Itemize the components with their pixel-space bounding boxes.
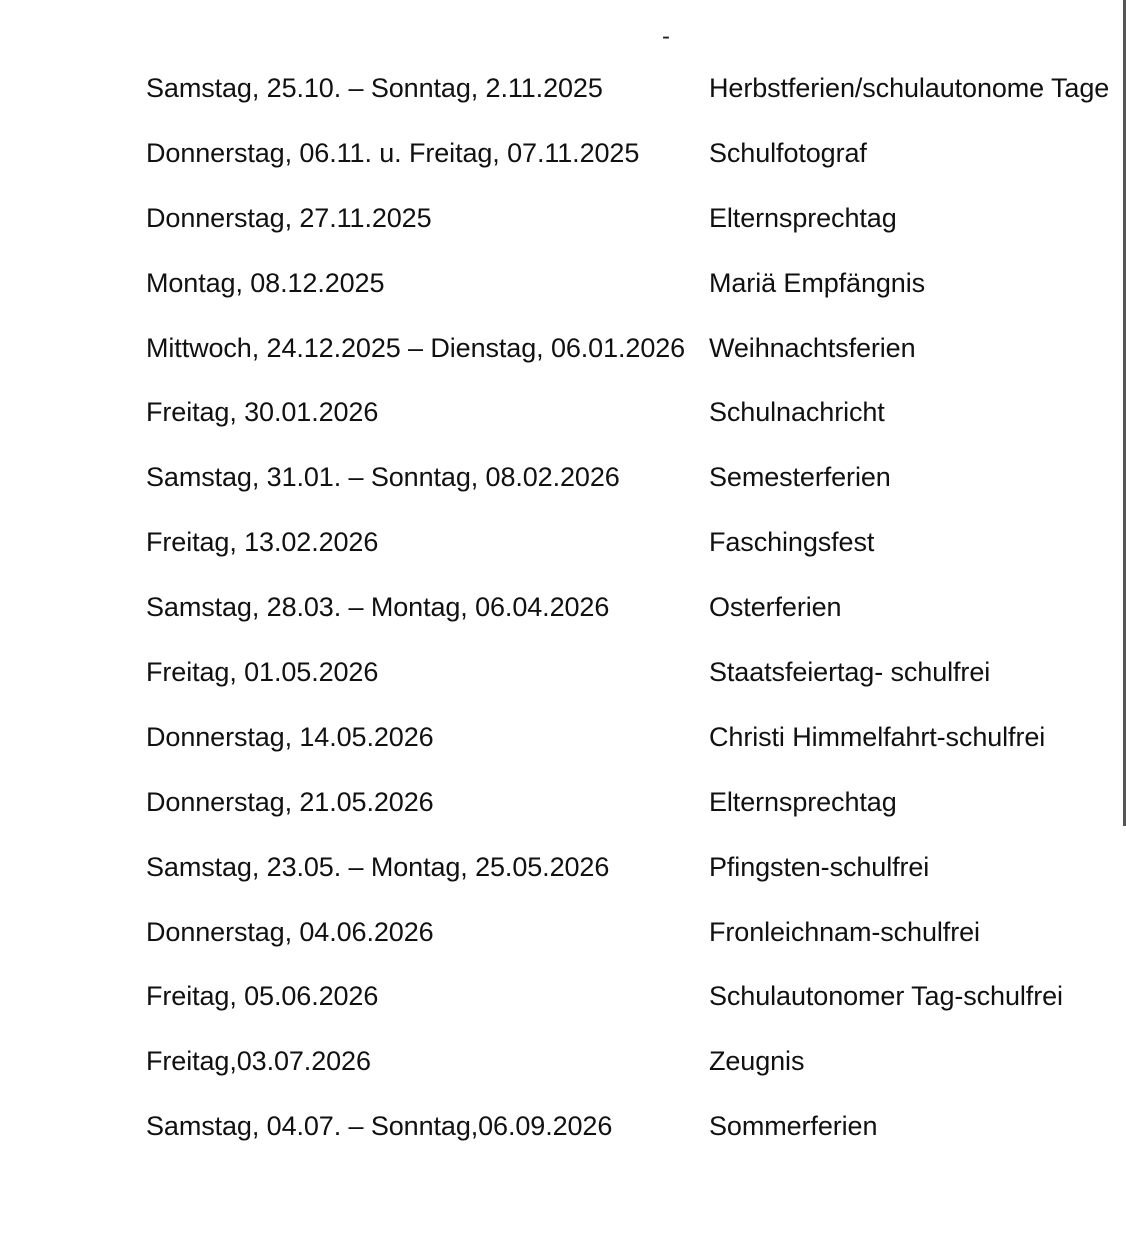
calendar-row (146, 847, 1126, 912)
calendar-event: Semesterferien (709, 462, 891, 493)
calendar-date: Samstag, 04.07. – Sonntag,06.09.2026 (146, 1111, 613, 1142)
school-calendar-list (146, 68, 1126, 1171)
calendar-event: Weihnachtsferien (709, 332, 916, 363)
calendar-row (146, 263, 1126, 328)
calendar-event: Zeugnis (709, 1046, 805, 1077)
calendar-date: Samstag, 23.05. – Montag, 25.05.2026 (146, 851, 610, 882)
calendar-row (146, 1041, 1126, 1106)
calendar-date: Donnerstag, 14.05.2026 (146, 721, 434, 752)
calendar-event: Faschingsfest (709, 527, 875, 558)
calendar-date: Donnerstag, 21.05.2026 (146, 786, 434, 817)
calendar-event: Schulautonomer Tag-schulfrei (709, 981, 1063, 1012)
calendar-date: Freitag,03.07.2026 (146, 1046, 371, 1077)
calendar-row (146, 328, 1126, 393)
calendar-row (146, 912, 1126, 977)
calendar-row (146, 782, 1126, 847)
calendar-event: Herbstferien/schulautonome Tage (709, 73, 1110, 103)
calendar-date: Samstag, 28.03. – Montag, 06.04.2026 (146, 592, 610, 623)
calendar-event: Schulnachricht (709, 397, 885, 428)
calendar-event: Osterferien (709, 592, 842, 623)
calendar-date: Freitag, 13.02.2026 (146, 527, 379, 558)
calendar-date: Freitag, 01.05.2026 (146, 657, 379, 688)
calendar-date: Freitag, 30.01.2026 (146, 397, 379, 428)
calendar-row (146, 717, 1126, 782)
calendar-date: Samstag, 31.01. – Sonntag, 08.02.2026 (146, 462, 620, 493)
calendar-event: Sommerferien (709, 1111, 878, 1142)
calendar-event: Mariä Empfängnis (709, 267, 925, 298)
calendar-event: Schulfotograf (709, 137, 867, 168)
calendar-date: Donnerstag, 04.06.2026 (146, 916, 434, 947)
calendar-event: Staatsfeiertag- schulfrei (709, 657, 991, 688)
calendar-row (146, 68, 1126, 133)
calendar-row (146, 198, 1126, 263)
calendar-row (146, 652, 1126, 717)
calendar-row (146, 133, 1126, 198)
calendar-event: Elternsprechtag (709, 786, 897, 817)
calendar-row (146, 976, 1126, 1041)
calendar-date: Donnerstag, 06.11. u. Freitag, 07.11.2025 (146, 137, 640, 168)
calendar-row (146, 522, 1126, 587)
calendar-row (146, 457, 1126, 522)
calendar-event: Fronleichnam-schulfrei (709, 916, 980, 947)
calendar-date: Montag, 08.12.2025 (146, 267, 385, 298)
calendar-date: Freitag, 05.06.2026 (146, 981, 379, 1012)
calendar-row (146, 587, 1126, 652)
calendar-date: Mittwoch, 24.12.2025 – Dienstag, 06.01.2026 (146, 332, 686, 363)
calendar-row (146, 392, 1126, 457)
calendar-date: Samstag, 25.10. – Sonntag, 2.11.2025 (146, 73, 603, 103)
calendar-event: Pfingsten-schulfrei (709, 851, 930, 882)
calendar-row (146, 1106, 1126, 1171)
calendar-date: Donnerstag, 27.11.2025 (146, 202, 432, 233)
calendar-event: Christi Himmelfahrt-schulfrei (709, 721, 1046, 752)
top-dash-mark: - (662, 23, 670, 50)
calendar-event: Elternsprechtag (709, 202, 897, 233)
